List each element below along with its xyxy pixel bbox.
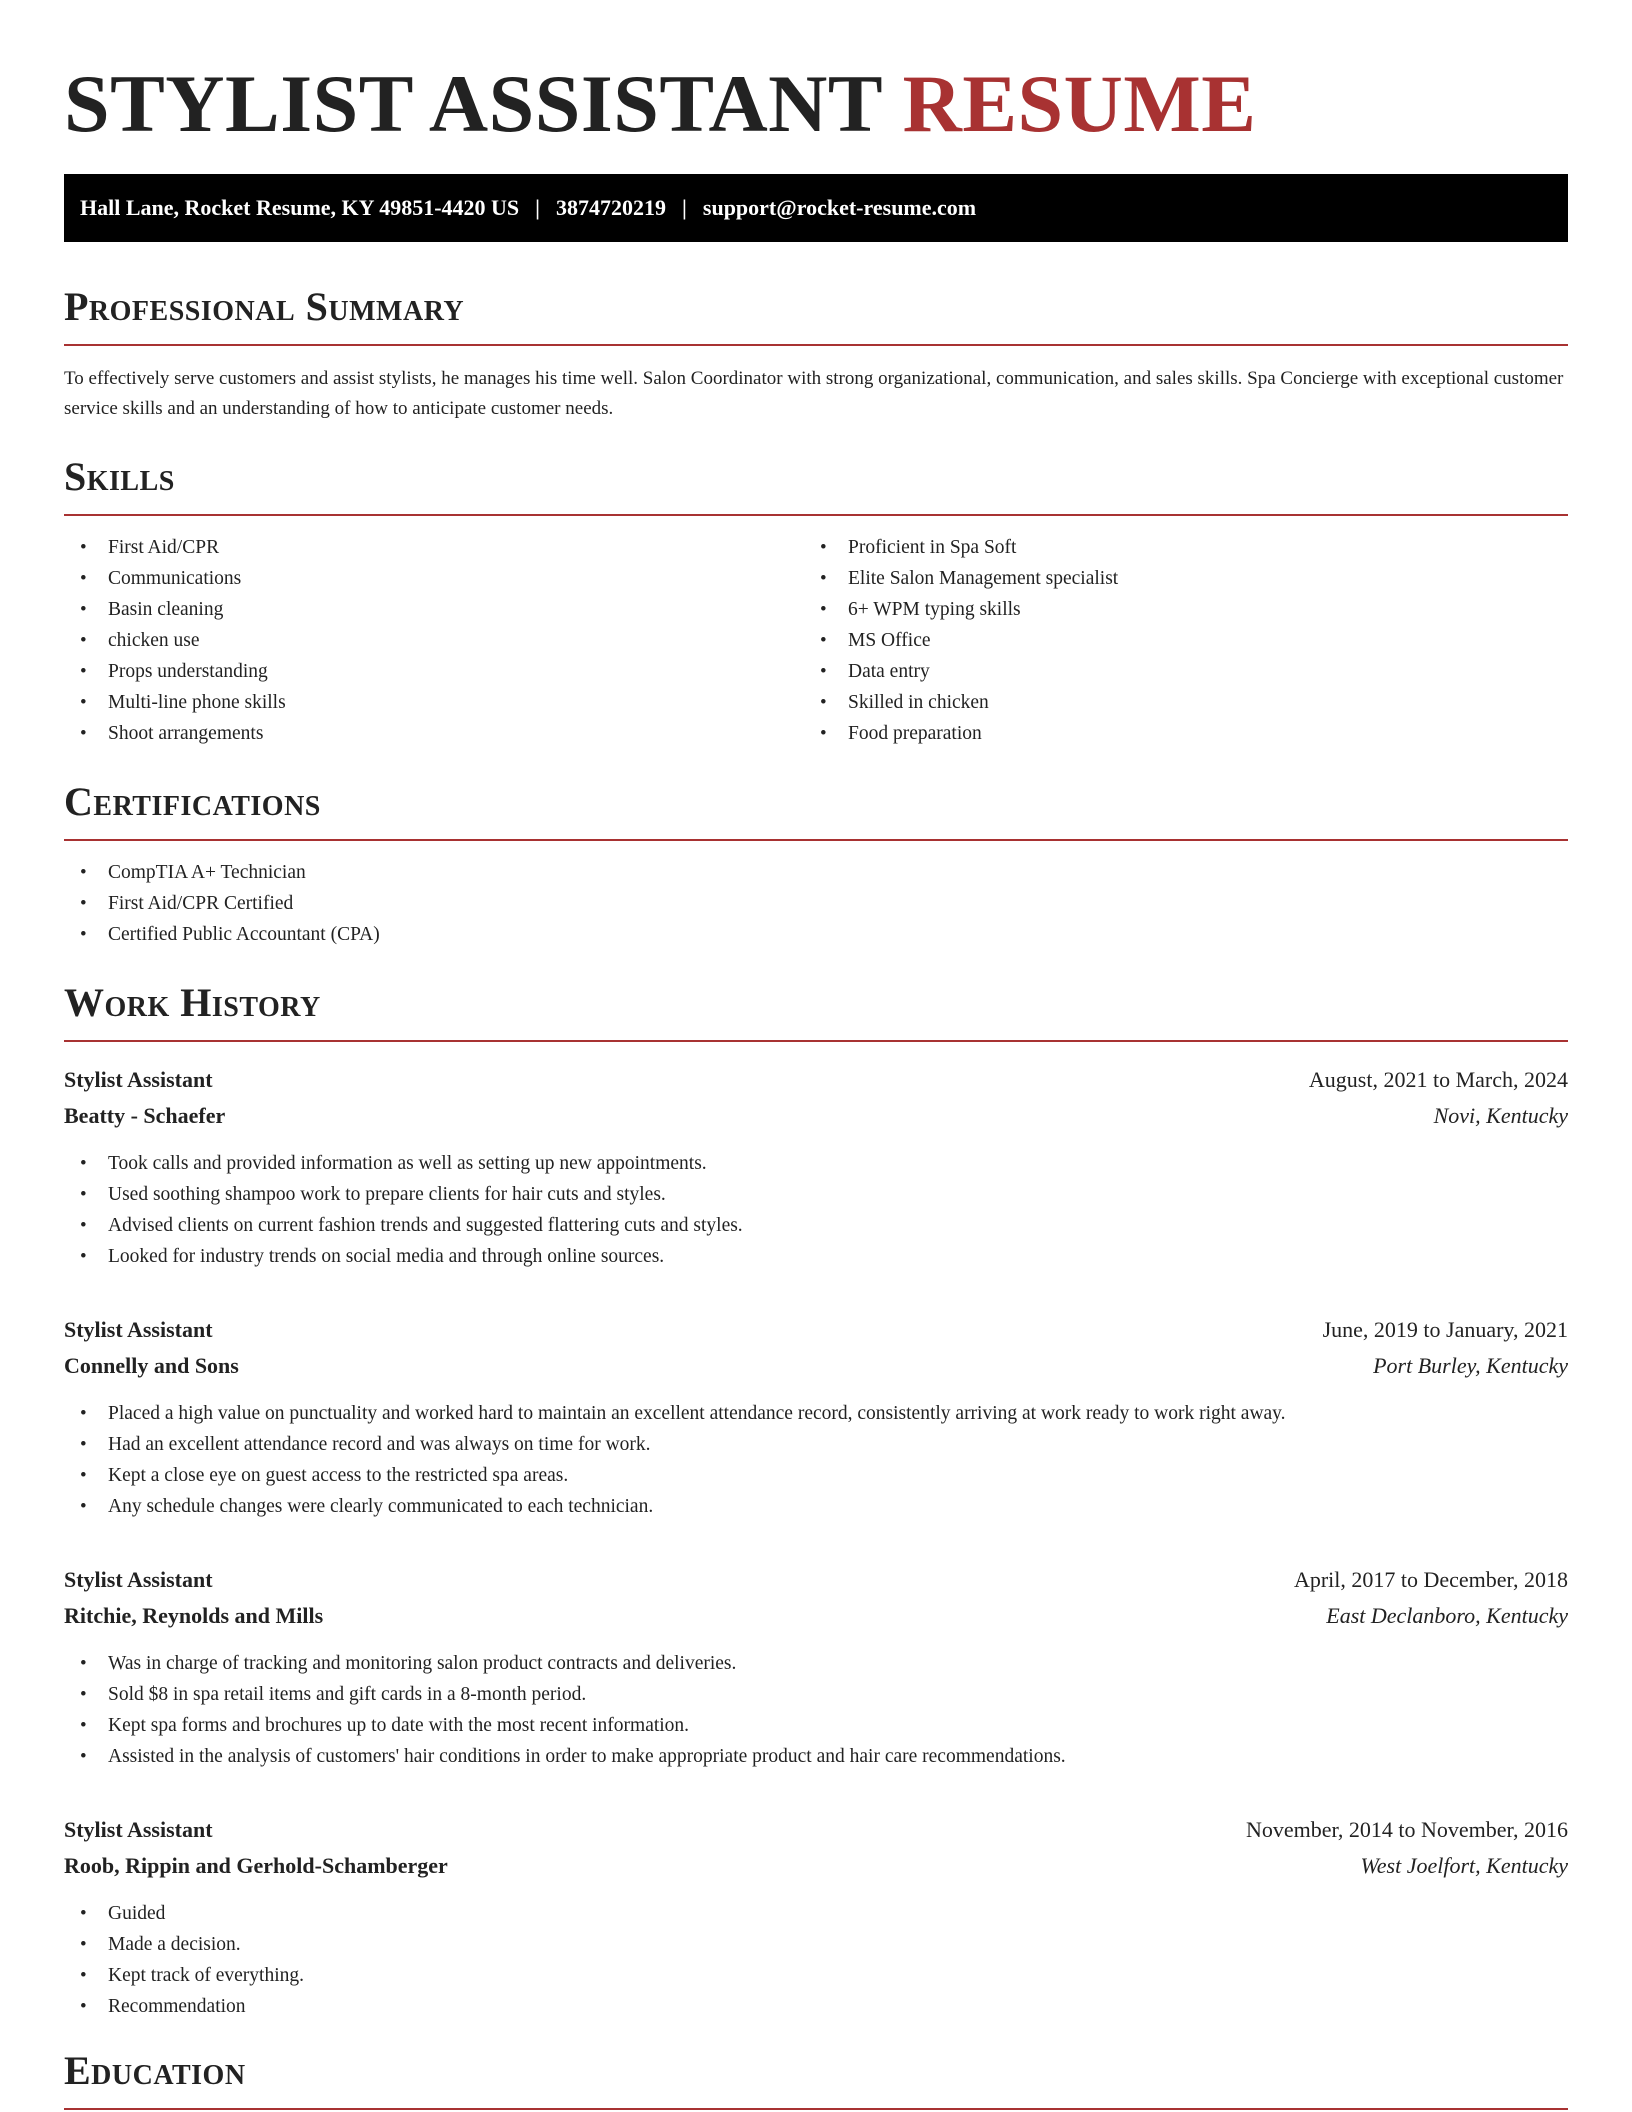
certifications-section bbox=[64, 777, 1568, 950]
job-company-row bbox=[64, 1598, 1568, 1634]
job-entry bbox=[64, 1062, 1568, 1272]
section-heading-certifications: Certifications bbox=[64, 777, 1568, 841]
education-section bbox=[64, 2046, 1568, 2110]
job-header-row bbox=[64, 1812, 1568, 1848]
job-header-row bbox=[64, 1062, 1568, 1098]
title-main: STYLIST ASSISTANT bbox=[64, 58, 882, 149]
job-duties-list bbox=[64, 1398, 1568, 1522]
section-heading-education: Education bbox=[64, 2046, 1568, 2110]
job-title: Stylist Assistant bbox=[64, 1567, 213, 1592]
summary-text: To effectively serve customers and assist stylists, he manages his time well. Salon Coordinator with strong organizational, communication, and sales skills. Spa Concierge with exceptional customer service skills and an understanding of how to anticipate customer needs. bbox=[64, 368, 1564, 419]
job-title: Stylist Assistant bbox=[64, 1067, 213, 1092]
job-duties-list bbox=[64, 1648, 1568, 1772]
job-company: Connelly and Sons bbox=[64, 1353, 239, 1378]
job-dates: August, 2021 to March, 2024 bbox=[1308, 1067, 1568, 1092]
title-accent: RESUME bbox=[902, 58, 1257, 149]
skill-item: • Data entry bbox=[804, 656, 1544, 687]
job-duty: • Advised clients on current fashion trends and suggested flattering cuts and styles. bbox=[64, 1210, 1568, 1241]
section-heading-work-history: Work History bbox=[64, 978, 1568, 1042]
skills-list-left bbox=[64, 532, 804, 749]
contact-separator: | bbox=[682, 195, 687, 220]
skill-item: • Food preparation bbox=[804, 718, 1544, 749]
job-location: East Declanboro, Kentucky bbox=[1326, 1603, 1568, 1628]
job-duties-list bbox=[64, 1148, 1568, 1272]
job-duty: • Guided bbox=[64, 1898, 1568, 1929]
job-duties-list bbox=[64, 1898, 1568, 2022]
job-company-row bbox=[64, 1348, 1568, 1384]
contact-separator: | bbox=[535, 195, 541, 220]
job-location: Novi, Kentucky bbox=[1433, 1103, 1568, 1128]
job-dates: April, 2017 to December, 2018 bbox=[1293, 1567, 1568, 1592]
job-duty: • Sold $8 in spa retail items and gift cards in a 8-month period. bbox=[64, 1679, 1568, 1710]
job-duty: • Was in charge of tracking and monitoring salon product contracts and deliveries. bbox=[64, 1648, 1568, 1679]
skill-item: • chicken use bbox=[64, 625, 804, 656]
skills-grid bbox=[64, 532, 1568, 749]
skill-item: • Shoot arrangements bbox=[64, 718, 804, 749]
certification-item: • Certified Public Accountant (CPA) bbox=[64, 919, 1568, 950]
skill-item: • Skilled in chicken bbox=[804, 687, 1544, 718]
job-duty: • Placed a high value on punctuality and worked hard to maintain an excellent attendance record, consistently arriving at work ready to work right away. bbox=[64, 1398, 1568, 1429]
professional-summary-section bbox=[64, 282, 1568, 424]
job-duty: • Kept track of everything. bbox=[64, 1960, 1568, 1991]
job-title: Stylist Assistant bbox=[64, 1317, 213, 1342]
job-company: Roob, Rippin and Gerhold-Schamberger bbox=[64, 1853, 448, 1878]
certifications-list bbox=[64, 857, 1568, 950]
job-duty: • Looked for industry trends on social media and through online sources. bbox=[64, 1241, 1568, 1272]
job-duty: • Used soothing shampoo work to prepare clients for hair cuts and styles. bbox=[64, 1179, 1568, 1210]
job-duty: • Kept a close eye on guest access to the restricted spa areas. bbox=[64, 1460, 1568, 1491]
contact-phone: 3874720219 bbox=[556, 195, 667, 220]
skills-section bbox=[64, 452, 1568, 749]
job-location: West Joelfort, Kentucky bbox=[1360, 1853, 1568, 1878]
job-duty: • Made a decision. bbox=[64, 1929, 1568, 1960]
job-entry bbox=[64, 1312, 1568, 1522]
job-duty: • Had an excellent attendance record and was always on time for work. bbox=[64, 1429, 1568, 1460]
work-history-section bbox=[64, 978, 1568, 2022]
contact-email: support@rocket-resume.com bbox=[702, 195, 977, 220]
skill-item: • Multi-line phone skills bbox=[64, 687, 804, 718]
certification-item: • First Aid/CPR Certified bbox=[64, 888, 1568, 919]
job-entry bbox=[64, 1562, 1568, 1772]
job-company: Beatty - Schaefer bbox=[64, 1103, 226, 1128]
job-header-row bbox=[64, 1562, 1568, 1598]
section-heading-skills: Skills bbox=[64, 452, 1568, 516]
certification-item: • CompTIA A+ Technician bbox=[64, 857, 1568, 888]
job-header-row bbox=[64, 1312, 1568, 1348]
job-duty: • Kept spa forms and brochures up to date with the most recent information. bbox=[64, 1710, 1568, 1741]
job-duty: • Assisted in the analysis of customers' hair conditions in order to make appropriate product and hair care recommendations. bbox=[64, 1741, 1568, 1772]
contact-bar bbox=[64, 174, 1568, 242]
skill-item: • 6+ WPM typing skills bbox=[804, 594, 1544, 625]
skill-item: • Basin cleaning bbox=[64, 594, 804, 625]
skill-item: • MS Office bbox=[804, 625, 1544, 656]
resume-page bbox=[64, 0, 1568, 2110]
job-company-row bbox=[64, 1848, 1568, 1884]
skill-item: • Communications bbox=[64, 563, 804, 594]
contact-address: Hall Lane, Rocket Resume, KY 49851-4420 US bbox=[80, 195, 520, 220]
job-dates: June, 2019 to January, 2021 bbox=[1322, 1317, 1568, 1342]
job-duty: • Took calls and provided information as well as setting up new appointments. bbox=[64, 1148, 1568, 1179]
job-company: Ritchie, Reynolds and Mills bbox=[64, 1603, 324, 1628]
skill-item: • Elite Salon Management specialist bbox=[804, 563, 1544, 594]
skill-item: • First Aid/CPR bbox=[64, 532, 804, 563]
skill-item: • Props understanding bbox=[64, 656, 804, 687]
job-company-row bbox=[64, 1098, 1568, 1134]
job-dates: November, 2014 to November, 2016 bbox=[1245, 1817, 1568, 1842]
job-duty: • Recommendation bbox=[64, 1991, 1568, 2022]
section-heading-summary: Professional Summary bbox=[64, 282, 1568, 346]
resume-title bbox=[64, 58, 1568, 150]
skills-list-right bbox=[804, 532, 1544, 749]
job-entry bbox=[64, 1812, 1568, 2022]
job-title: Stylist Assistant bbox=[64, 1817, 213, 1842]
job-duty: • Any schedule changes were clearly communicated to each technician. bbox=[64, 1491, 1568, 1522]
skill-item: • Proficient in Spa Soft bbox=[804, 532, 1544, 563]
job-location: Port Burley, Kentucky bbox=[1373, 1353, 1568, 1378]
